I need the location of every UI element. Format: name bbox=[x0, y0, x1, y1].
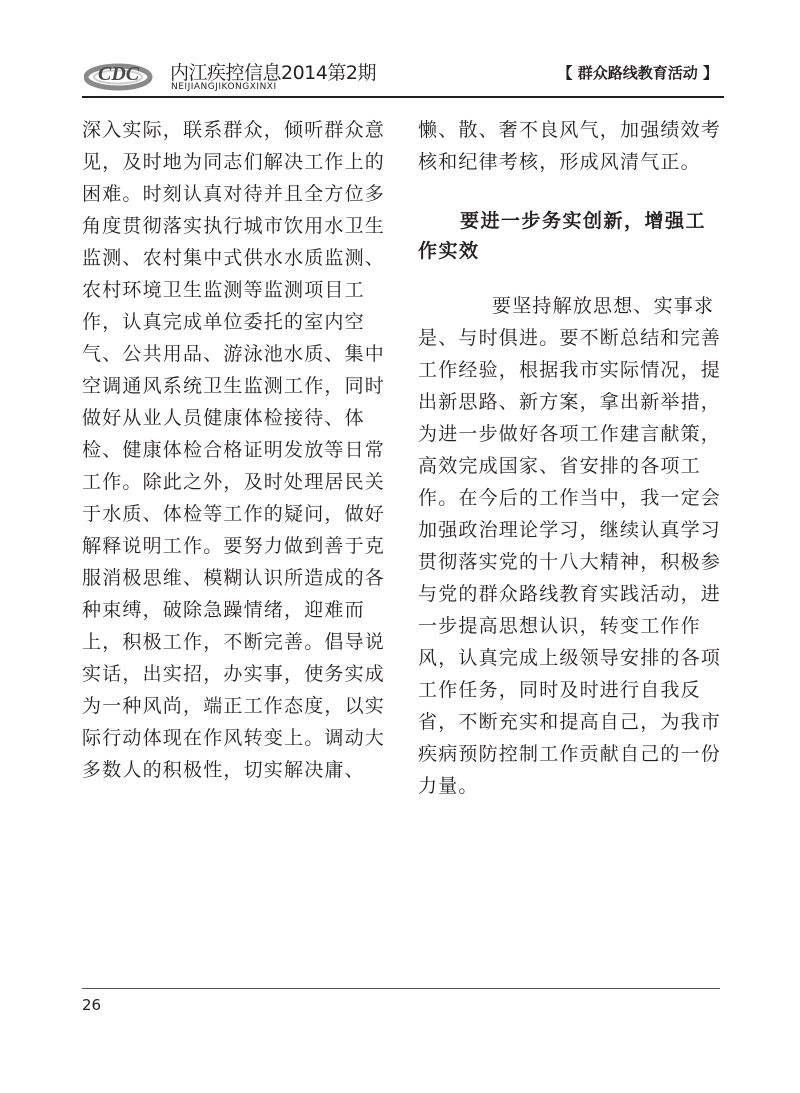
cdc-logo-icon bbox=[84, 58, 156, 92]
heading-line: 要进一步务实创新，增强工 bbox=[460, 210, 707, 232]
text-line: 出新思路、新方案，拿出新举措， bbox=[418, 391, 722, 413]
left-column bbox=[82, 114, 387, 786]
text-line: 监测、农村集中式供水水质监测、 bbox=[82, 247, 386, 269]
text-line: 种束缚，破除急躁情绪，迎难而 bbox=[82, 599, 365, 621]
text-line: 高效完成国家、省安排的各项工 bbox=[418, 455, 701, 477]
section-heading bbox=[418, 206, 730, 266]
text-line: 深入实际，联系群众，倾听群众意 bbox=[82, 119, 386, 141]
text-line: 风，认真完成上级领导安排的各项 bbox=[418, 647, 722, 669]
section-label: 【 群众路线教育活动 】 bbox=[557, 64, 718, 82]
publication-subtitle: NEIJIANGJIKONGXINXI bbox=[171, 82, 277, 92]
footer-divider bbox=[82, 988, 720, 989]
text-line: 际行动体现在作风转变上。调动大 bbox=[82, 727, 386, 749]
text-line: 做好从业人员健康体检接待、体 bbox=[82, 407, 365, 429]
heading-line: 作实效 bbox=[418, 240, 480, 262]
text-line: 农村环境卫生监测等监测项目工 bbox=[82, 279, 365, 301]
text-line: 多数人的积极性，切实解决庸、 bbox=[82, 759, 365, 781]
text-line: 空调通风系统卫生监测工作，同时 bbox=[82, 375, 386, 397]
body-paragraph bbox=[418, 290, 730, 802]
text-line: 角度贯彻落实执行城市饮用水卫生 bbox=[82, 215, 386, 237]
publication-title: 内江疾控信息2014第2期 bbox=[170, 62, 376, 84]
header-divider bbox=[82, 96, 724, 98]
page-number: 26 bbox=[82, 996, 102, 1014]
text-line: 实话，出实招，办实事，使务实成 bbox=[82, 663, 386, 685]
text-line: 贯彻落实党的十八大精神，积极参 bbox=[418, 551, 722, 573]
text-line: 为一种风尚，端正工作态度，以实 bbox=[82, 695, 386, 717]
text-line: 疾病预防控制工作贡献自己的一份 bbox=[418, 743, 722, 765]
text-line: 工作任务，同时及时进行自我反 bbox=[418, 679, 701, 701]
text-line: 核和纪律考核，形成风清气正。 bbox=[418, 151, 701, 173]
text-line: 检、健康体检合格证明发放等日常 bbox=[82, 439, 386, 461]
page-header bbox=[0, 0, 800, 100]
text-line: 是、与时俱进。要不断总结和完善 bbox=[418, 327, 722, 349]
text-line: 为进一步做好各项工作建言献策， bbox=[418, 423, 722, 445]
right-column bbox=[418, 114, 730, 802]
text-line: 省，不断充实和提高自己，为我市 bbox=[418, 711, 722, 733]
text-line: 懒、散、奢不良风气，加强绩效考 bbox=[418, 119, 722, 141]
logo-text: CDC bbox=[98, 63, 140, 85]
text-line: 上，积极工作，不断完善。倡导说 bbox=[82, 631, 386, 653]
text-line: 力量。 bbox=[418, 775, 479, 797]
text-line: 解释说明工作。要努力做到善于克 bbox=[82, 535, 386, 557]
text-line: 服消极思维、模糊认识所造成的各 bbox=[82, 567, 386, 589]
text-line: 一步提高思想认识，转变工作作 bbox=[418, 615, 701, 637]
text-line: 与党的群众路线教育实践活动，进 bbox=[418, 583, 722, 605]
text-line: 气、公共用品、游泳池水质、集中 bbox=[82, 343, 386, 365]
text-line: 困难。时刻认真对待并且全方位多 bbox=[82, 183, 386, 205]
text-line: 作，认真完成单位委托的室内空 bbox=[82, 311, 365, 333]
text-line: 要坚持解放思想、实事求 bbox=[492, 295, 715, 317]
text-line: 工作。除此之外，及时处理居民关 bbox=[82, 471, 386, 493]
text-line: 工作经验，根据我市实际情况，提 bbox=[418, 359, 722, 381]
text-line: 于水质、体检等工作的疑问，做好 bbox=[82, 503, 386, 525]
text-line: 见，及时地为同志们解决工作上的 bbox=[82, 151, 386, 173]
text-line: 作。在今后的工作当中，我一定会 bbox=[418, 487, 722, 509]
text-line: 加强政治理论学习，继续认真学习 bbox=[418, 519, 722, 541]
